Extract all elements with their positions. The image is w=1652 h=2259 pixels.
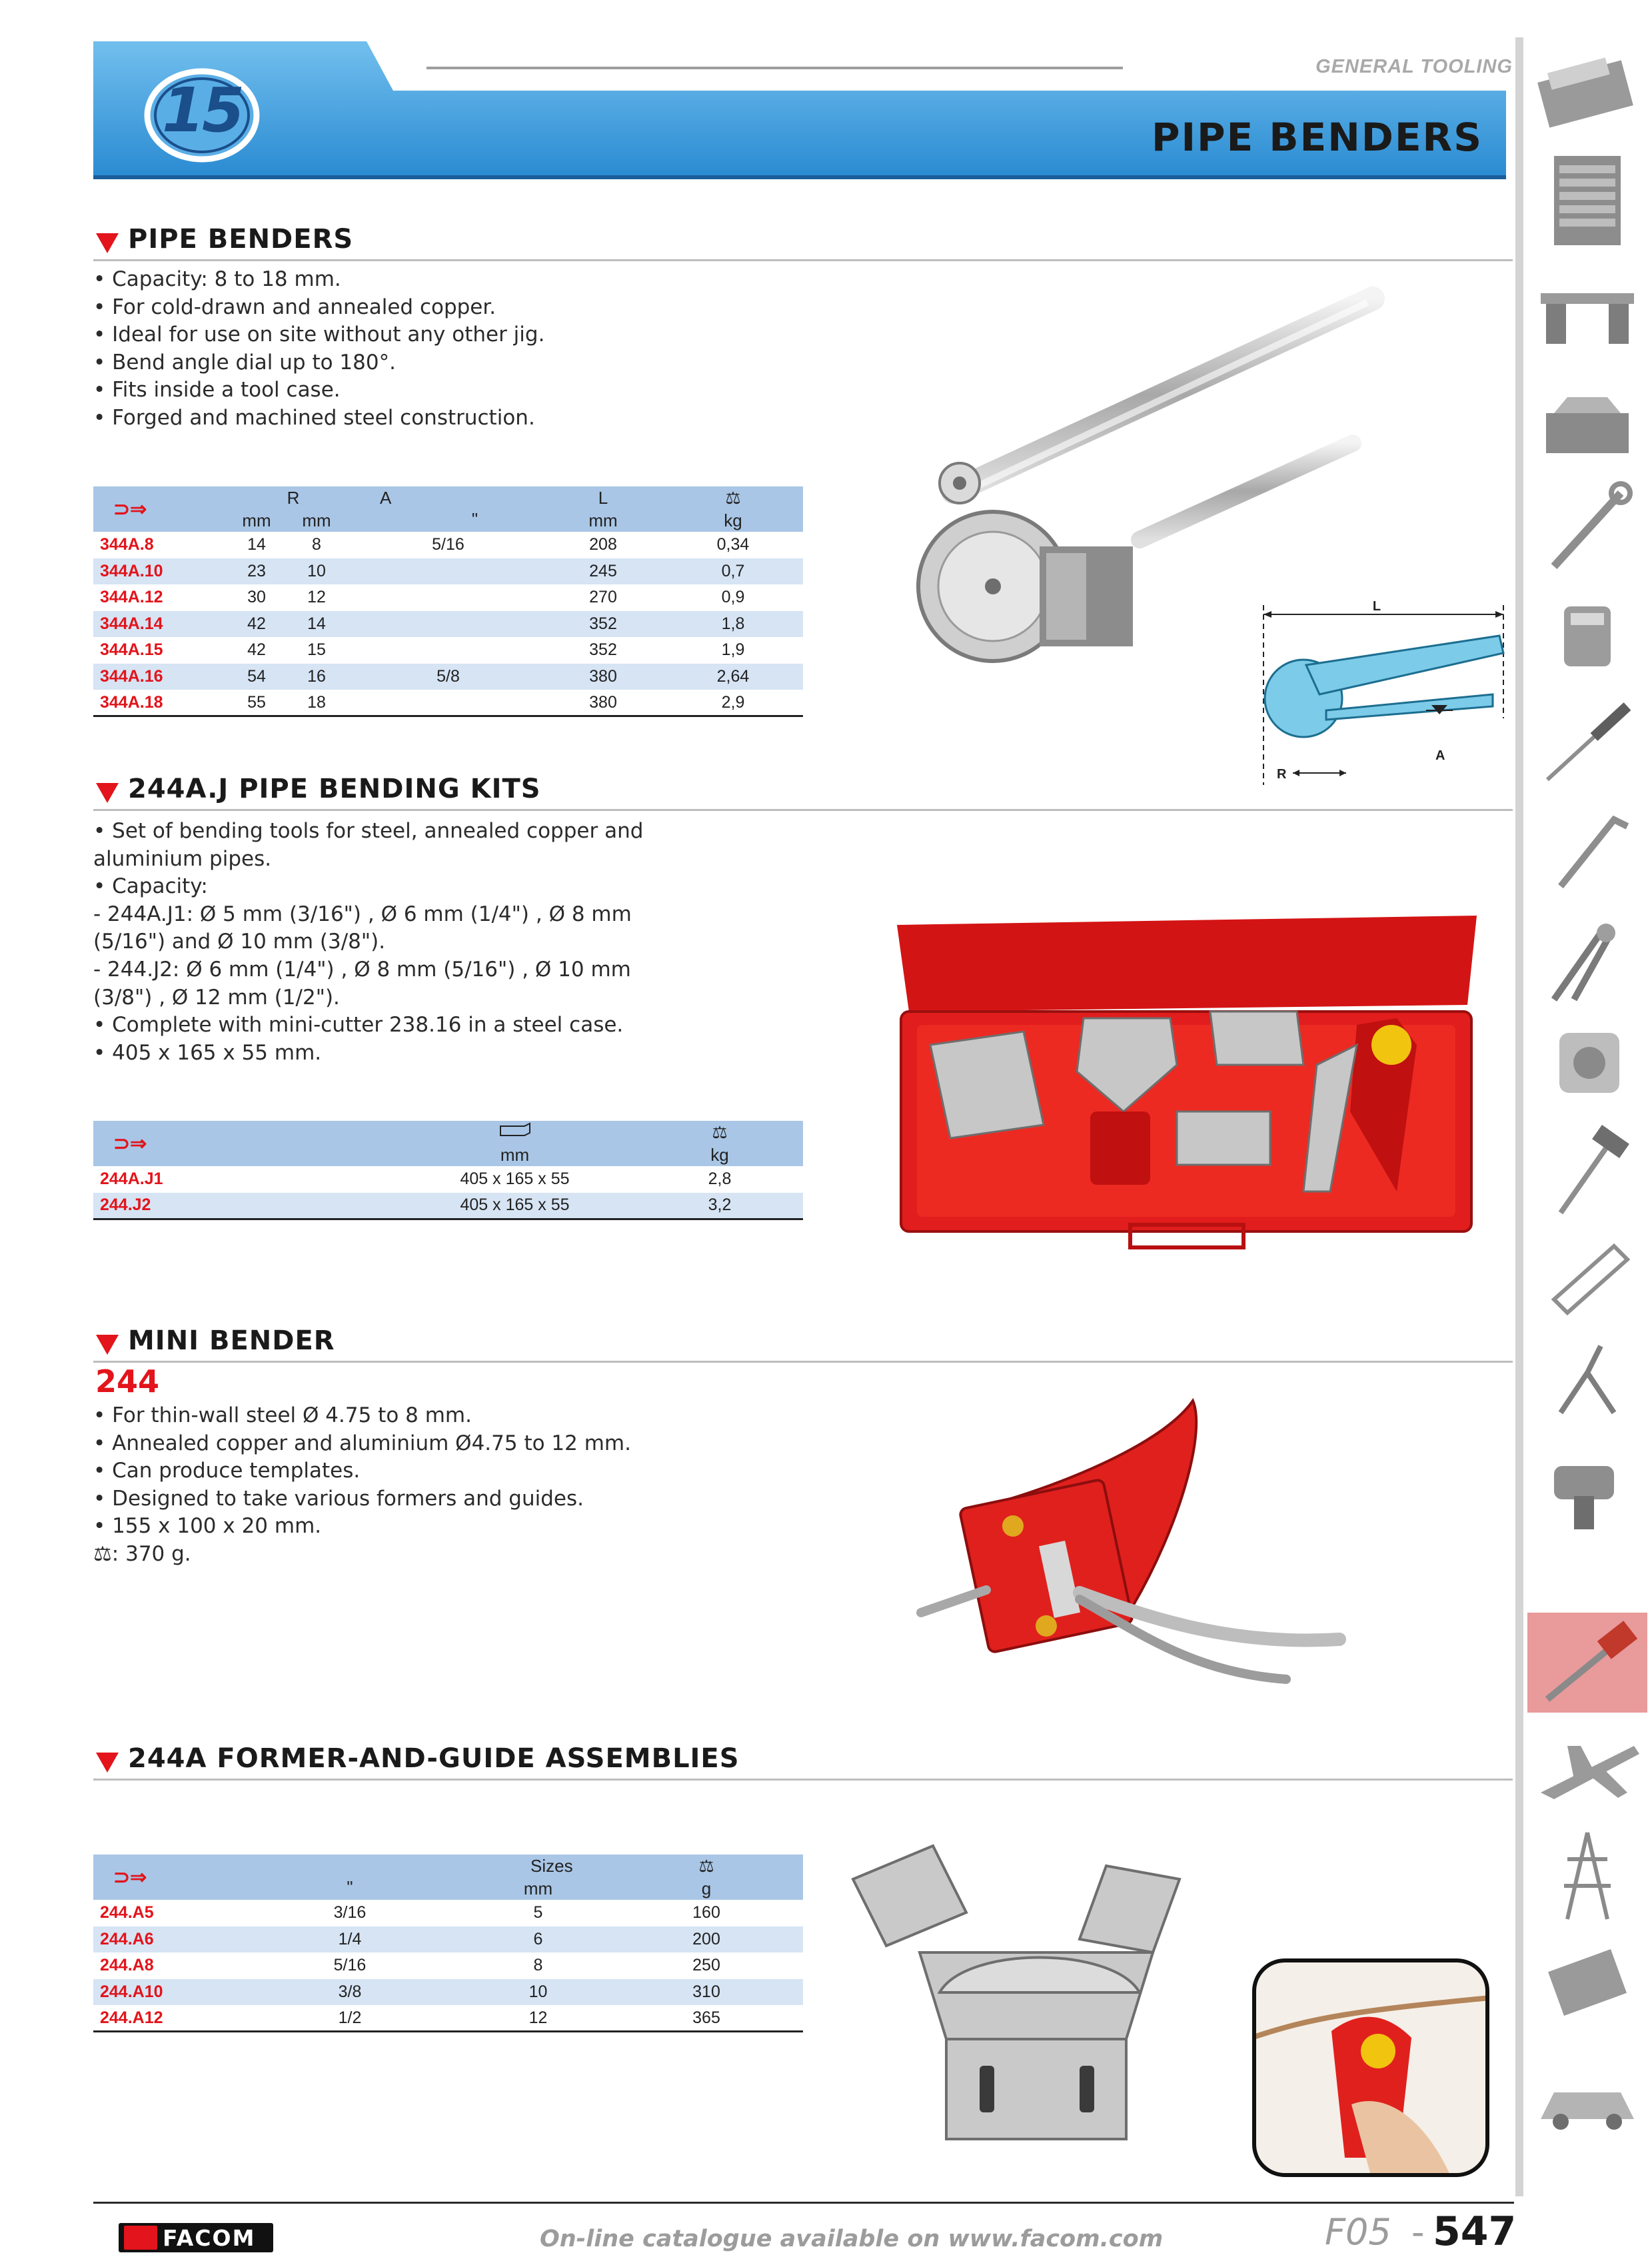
unit: g [701, 1878, 712, 1898]
cell-inch [353, 611, 543, 638]
cell-mm: 6 [533, 1929, 543, 1948]
cell-weight: 2,9 [663, 690, 803, 716]
dimension-label-l: L [1372, 599, 1381, 614]
section-title: 244A FORMER-AND-GUIDE ASSEMBLIES [128, 1743, 740, 1774]
bending-kit-case-photo [890, 912, 1483, 1258]
tool-cabinet-thumb[interactable] [1527, 151, 1647, 251]
cell-inch: 3/8 [338, 1982, 362, 2001]
cell-l: 270 [589, 588, 617, 607]
col-head-sizes: Sizes [530, 1855, 573, 1876]
table-row [93, 637, 803, 664]
cell-inch: 5/8 [436, 666, 460, 686]
cell-weight: 2,64 [716, 666, 750, 686]
feature-line: - 244.J2: Ø 6 mm (1/4") , Ø 8 mm (5/16") , Ø 10 mm [93, 957, 631, 982]
cell-r: 14 [247, 535, 266, 554]
code-separator: - [1411, 2211, 1425, 2253]
cell-mm: 8 [312, 535, 321, 554]
bending-kits-table [93, 1121, 803, 1220]
weight-icon: ⚖ [725, 487, 741, 508]
facom-logo [119, 2223, 273, 2252]
wrench-thumb[interactable] [1527, 480, 1647, 580]
cell-inch: 5/16 [333, 1956, 367, 1975]
cell-mm: 15 [307, 640, 326, 660]
index-divider [1515, 37, 1523, 2196]
unit-inch: " [347, 1877, 353, 1897]
col-head-a: A [380, 487, 392, 508]
pliers-thumb[interactable] [1527, 906, 1647, 1006]
former-guide-photo [833, 1839, 1246, 2152]
table-row [93, 532, 803, 558]
workbench-thumb[interactable] [1527, 260, 1647, 360]
cell-r: 30 [247, 588, 266, 607]
feature-line: • Can produce templates. [93, 1459, 361, 1483]
circuit-chip-thumb[interactable] [1527, 1932, 1647, 2032]
section-heading-bending-kits [93, 771, 1513, 811]
unit: mm [242, 510, 271, 530]
table-row [93, 1926, 803, 1953]
cell-l: 380 [589, 666, 617, 686]
table-row [93, 611, 803, 638]
feature-line: • Set of bending tools for steel, annealed copper and [93, 819, 644, 843]
chapter-number: 15 [161, 75, 243, 146]
mini-bender-features [93, 1402, 631, 1569]
pipe-bender-dimension-diagram [1253, 592, 1513, 785]
weight-icon: ⚖ [712, 1122, 728, 1142]
mini-bender-photo [913, 1393, 1446, 1686]
cell-weight: 2,8 [708, 1169, 732, 1189]
unit: mm [588, 510, 618, 530]
reference-link[interactable]: 344A.8 [100, 535, 154, 554]
feature-line: • Complete with mini-cutter 238.16 in a steel case. [93, 1013, 624, 1038]
dimension-label-a: A [1435, 748, 1445, 763]
footer-rule [93, 2202, 1514, 2204]
dimensions-icon [393, 1121, 636, 1143]
puller-thumb[interactable] [1527, 1333, 1647, 1433]
cell-weight: 250 [692, 1956, 720, 1975]
col-head-l: L [598, 487, 608, 508]
cell-inch: 3/16 [333, 1903, 367, 1922]
cell-inch [353, 558, 543, 585]
socket-thumb[interactable] [1527, 586, 1647, 686]
table-row [93, 690, 803, 716]
reference-link[interactable]: 244.J2 [93, 1193, 233, 1219]
table-row [93, 584, 803, 611]
red-triangle-icon [96, 1335, 119, 1355]
cell-r: 42 [247, 614, 266, 633]
cell-mm: 5 [533, 1903, 543, 1922]
cell-r: 55 [233, 690, 280, 716]
section-heading-former-guide [93, 1741, 1513, 1781]
unit: mm [500, 1144, 530, 1165]
feature-line: • Capacity: 8 to 18 mm. [93, 267, 341, 291]
section-title: 244A.J PIPE BENDING KITS [128, 774, 541, 804]
reference-link[interactable]: 344A.15 [100, 640, 163, 660]
unit-inch: " [471, 509, 478, 529]
cell-mm: 18 [280, 690, 353, 716]
reference-link[interactable]: 344A.16 [100, 666, 163, 686]
cell-l: 352 [589, 640, 617, 660]
table-row [93, 1900, 803, 1926]
table-row [93, 1979, 803, 2006]
weight-icon: ⚖ [698, 1855, 714, 1876]
cell-inch [353, 584, 543, 611]
catalogue-code: F05 [1325, 2211, 1391, 2253]
reference-link[interactable]: 244A.J1 [100, 1169, 163, 1189]
cell-r: 42 [247, 640, 266, 660]
hacksaw-thumb[interactable] [1527, 1226, 1647, 1326]
hammer-thumb[interactable] [1527, 1120, 1647, 1219]
reference-icon: ⊃⇒ [113, 1132, 147, 1155]
feature-line: ⚖: 370 g. [93, 1541, 191, 1566]
pipe-wrench-thumb-active[interactable] [1527, 1613, 1647, 1713]
feature-line: • Forged and machined steel construction. [93, 405, 535, 430]
feature-line: • Capacity: [93, 874, 208, 899]
section-label: GENERAL TOOLING [1315, 56, 1513, 77]
red-triangle-icon [96, 1753, 119, 1773]
feature-line: • For thin-wall steel Ø 4.75 to 8 mm. [93, 1403, 472, 1427]
impact-wrench-thumb[interactable] [1527, 1439, 1647, 1539]
table-header-row [93, 1855, 803, 1877]
unit: mm [523, 1878, 553, 1898]
section-title: PIPE BENDERS [128, 224, 354, 255]
cell-mm: 10 [528, 1982, 548, 2001]
cell-dimensions: 405 x 165 x 55 [393, 1193, 636, 1219]
red-triangle-icon [96, 233, 119, 253]
former-guide-table [93, 1855, 803, 2032]
page-number: 547 [1433, 2208, 1517, 2255]
pipe-benders-table [93, 486, 803, 717]
feature-line: aluminium pipes. [93, 846, 272, 871]
cell-weight: 160 [692, 1903, 720, 1922]
reference-link[interactable]: 244.A8 [100, 1956, 154, 1975]
reference-link[interactable]: 244.A6 [100, 1929, 154, 1948]
tape-measure-thumb[interactable] [1527, 1013, 1647, 1113]
cell-l: 352 [589, 614, 617, 633]
cell-mm: 16 [307, 666, 326, 686]
feature-line: • Annealed copper and aluminium Ø4.75 to 12 mm. [93, 1431, 631, 1455]
cell-weight: 200 [692, 1929, 720, 1948]
table-row [93, 1952, 803, 1979]
reference-link[interactable]: 344A.12 [100, 588, 163, 607]
hex-key-thumb[interactable] [1527, 800, 1647, 900]
cell-l: 380 [543, 690, 663, 716]
mini-bender-usage-inset [1251, 1958, 1490, 2178]
reference-link[interactable]: 344A.10 [100, 561, 163, 580]
cell-weight: 1,8 [721, 614, 745, 633]
feature-line: • Fits inside a tool case. [93, 378, 341, 402]
col-head-r: R [287, 487, 300, 508]
cell-mm: 8 [533, 1956, 543, 1975]
feature-line: • 405 x 165 x 55 mm. [93, 1040, 322, 1065]
reference-link[interactable]: 244.A12 [93, 2005, 233, 2032]
online-catalogue-link[interactable]: On-line catalogue available on www.facom.com [540, 2226, 1164, 2252]
feature-line: • Ideal for use on site without any other jig. [93, 323, 545, 347]
cell-mm: 14 [307, 614, 326, 633]
dimension-label-r: R [1277, 767, 1287, 782]
reference-link[interactable]: 344A.18 [93, 690, 233, 716]
cell-l: 208 [589, 535, 617, 554]
reference-icon: ⊃⇒ [113, 1866, 147, 1888]
section-heading-mini-bender [93, 1323, 1513, 1363]
cell-weight: 0,9 [721, 588, 745, 607]
cell-weight: 0,34 [716, 535, 750, 554]
cell-weight: 310 [692, 1982, 720, 2001]
pipe-benders-features [93, 266, 544, 432]
page-title: PIPE BENDERS [1152, 115, 1483, 160]
cell-inch: 5/16 [432, 535, 464, 554]
workbench-vise-thumb[interactable] [1527, 44, 1647, 144]
cell-r: 23 [247, 561, 266, 580]
cell-mm: 12 [307, 588, 326, 607]
feature-line: (3/8") , Ø 12 mm (1/2"). [93, 985, 340, 1010]
feature-line: • Bend angle dial up to 180°. [93, 350, 396, 375]
reference-link[interactable]: 244.A10 [100, 1982, 163, 2001]
cell-dimensions: 405 x 165 x 55 [460, 1169, 570, 1189]
section-heading-pipe-benders [93, 221, 1513, 261]
red-triangle-icon [96, 783, 119, 803]
cell-weight: 0,7 [721, 561, 745, 580]
unit: kg [710, 1144, 729, 1165]
cell-inch: 1/4 [338, 1929, 362, 1948]
reference-icon: ⊃⇒ [113, 498, 147, 520]
cell-inch [353, 637, 543, 664]
table-row [93, 2005, 803, 2032]
cell-mm: 12 [466, 2005, 610, 2032]
unit: mm [302, 510, 331, 530]
toolbox-thumb[interactable] [1527, 373, 1647, 473]
bending-kits-features [93, 818, 643, 1067]
table-row [93, 558, 803, 585]
cell-r: 54 [247, 666, 266, 686]
product-reference: 244 [95, 1363, 160, 1399]
cell-weight: 3,2 [636, 1193, 803, 1219]
feature-line: • For cold-drawn and annealed copper. [93, 295, 496, 319]
unit [353, 509, 407, 532]
cell-inch: 1/2 [233, 2005, 466, 2032]
aircraft-thumb[interactable] [1527, 1719, 1647, 1819]
facom-logo-icon [124, 2226, 157, 2250]
table-row [93, 1166, 803, 1193]
unit: kg [724, 510, 742, 530]
feature-line: • Designed to take various formers and guides. [93, 1486, 584, 1511]
feature-line: - 244A.J1: Ø 5 mm (3/16") , Ø 6 mm (1/4") , Ø 8 mm [93, 902, 632, 926]
electrical-pylon-thumb[interactable] [1527, 1826, 1647, 1926]
reference-link[interactable]: 344A.14 [100, 614, 163, 633]
feature-line: (5/16") and Ø 10 mm (3/8"). [93, 930, 386, 954]
facom-logo-text: FACOM [163, 2225, 256, 2251]
table-row [93, 664, 803, 690]
cell-inch [353, 690, 543, 716]
chapter-badge [139, 65, 265, 165]
feature-line: • 155 x 100 x 20 mm. [93, 1514, 322, 1539]
car-thumb[interactable] [1527, 2052, 1647, 2152]
table-header-row [93, 486, 803, 509]
cell-l: 245 [589, 561, 617, 580]
cell-weight: 365 [610, 2005, 803, 2032]
reference-link[interactable]: 244.A5 [100, 1903, 154, 1922]
table-row [93, 1193, 803, 1219]
cell-mm: 10 [307, 561, 326, 580]
table-header-row [93, 1121, 803, 1143]
screwdriver-thumb[interactable] [1527, 693, 1647, 793]
cell-weight: 1,9 [721, 640, 745, 660]
section-title: MINI BENDER [128, 1325, 335, 1356]
